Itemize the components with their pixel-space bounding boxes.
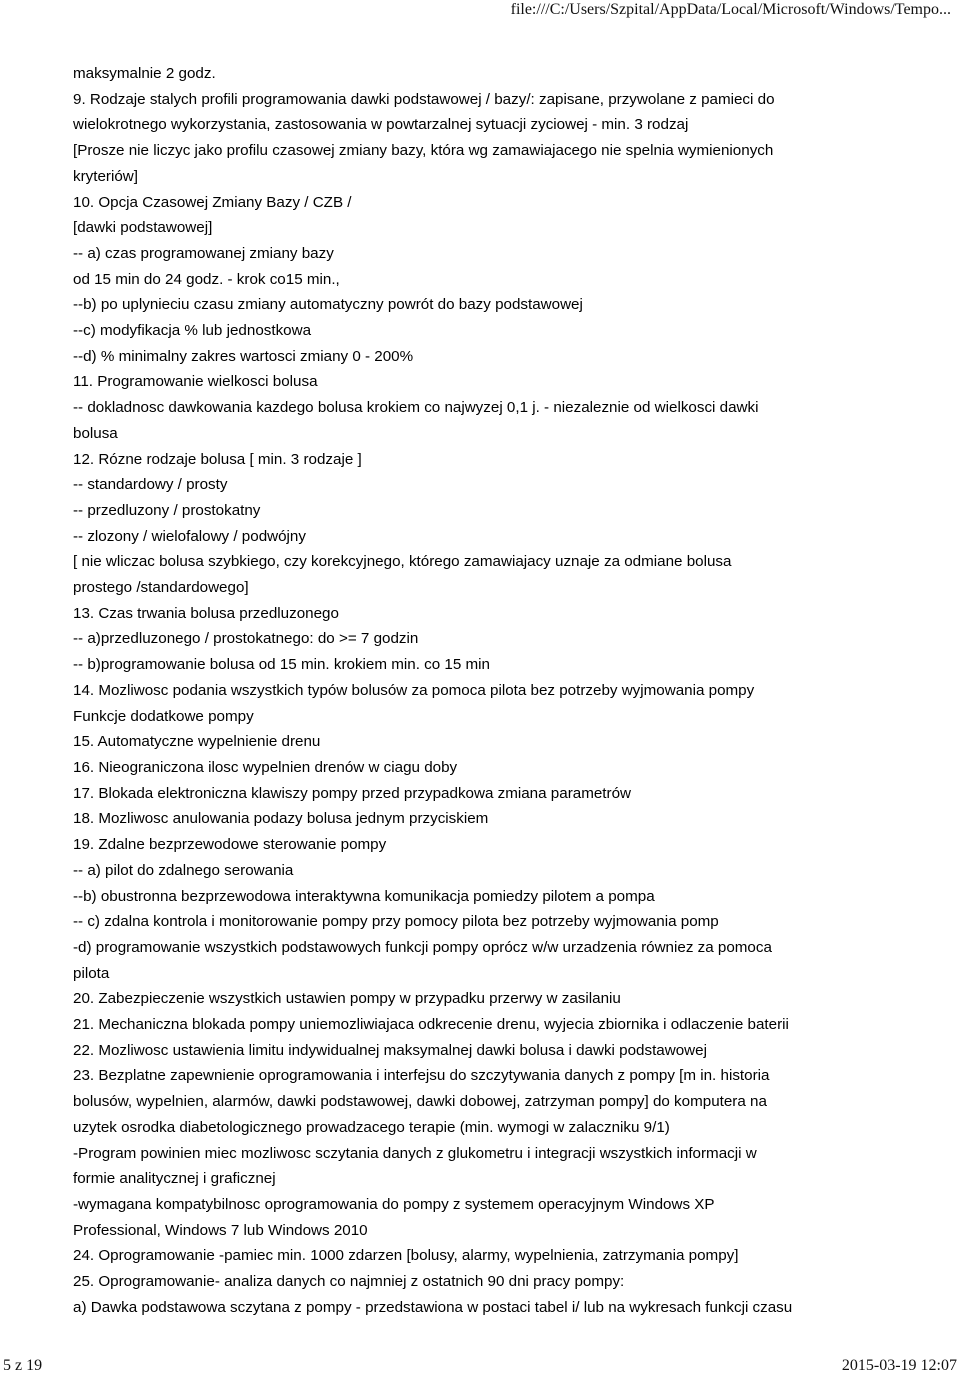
text-line: --b) po uplynieciu czasu zmiany automatyczny powrót do bazy podstawowej [73,296,583,314]
text-line: [dawki podstawowej] [73,219,213,237]
text-line: -- standardowy / prosty [73,476,228,494]
text-line: od 15 min do 24 godz. - krok co15 min., [73,270,340,288]
text-line: 19. Zdalne bezprzewodowe sterowanie pompy [73,836,387,854]
text-line: -wymagana kompatybilnosc oprogramowania do pompy z systemem operacyjnym Windows XP [73,1195,715,1213]
text-line: 18. Mozliwosc anulowania podazy bolusa jednym przyciskiem [73,810,489,828]
text-line: -- a) czas programowanej zmiany bazy [73,244,334,262]
text-line: [ nie wliczac bolusa szybkiego, czy korekcyjnego, którego zamawiajacy uznaje za odmiane bolusa [73,553,732,571]
text-line: wielokrotnego wykorzystania, zastosowania w powtarzalnej sytuacji zyciowej - min. 3 rodzaj [73,116,689,134]
print-datetime: 2015-03-19 12:07 [841,1357,957,1374]
text-line: --b) obustronna bezprzewodowa interaktywna komunikacja pomiedzy pilotem a pompa [73,887,655,905]
text-line: 20. Zabezpieczenie wszystkich ustawien pompy w przypadku przerwy w zasilaniu [73,990,621,1008]
text-line: bolusa [73,424,118,442]
text-line: 21. Mechaniczna blokada pompy uniemozliwiajaca odkrecenie drenu, wyjecia zbiornika i odlaczenie baterii [73,1016,789,1034]
text-line: -Program powinien miec mozliwosc sczytania danych z glukometru i integracji wszystkich informacji w [73,1144,757,1162]
text-line: bolusów, wypelnien, alarmów, dawki podstawowej, dawki dobowej, zatrzyman pompy] do komputera na [73,1093,767,1111]
text-line: 15. Automatyczne wypelnienie drenu [73,733,321,751]
document-body [73,61,893,1320]
print-header-url: file:///C:/Users/Szpital/AppData/Local/Microsoft/Windows/Tempo... [510,1,951,18]
text-line: -- c) zdalna kontrola i monitorowanie pompy przy pomocy pilota bez potrzeby wyjmowania pomp [73,913,719,931]
text-line: -- przedluzony / prostokatny [73,501,261,519]
text-line: 9. Rodzaje stalych profili programowania dawki podstawowej / bazy/: zapisane, przywolane z pamieci do [73,90,775,108]
text-line: 16. Nieograniczona ilosc wypelnien drenów w ciagu doby [73,758,458,776]
text-line: pilota [73,964,110,982]
text-line: -- zlozony / wielofalowy / podwójny [73,527,306,545]
text-line: 13. Czas trwania bolusa przedluzonego [73,604,339,622]
text-line: 22. Mozliwosc ustawienia limitu indywidualnej maksymalnej dawki bolusa i dawki podstawowej [73,1041,707,1059]
text-line: Funkcje dodatkowe pompy [73,707,254,725]
text-line: kryteriów] [73,167,138,185]
page-number: 5 z 19 [3,1357,43,1374]
text-line: --c) modyfikacja % lub jednostkowa [73,322,312,340]
text-line: 24. Oprogramowanie -pamiec min. 1000 zdarzen [bolusy, alarmy, wypelnienia, zatrzymania pompy] [73,1247,739,1265]
text-line: -- a) pilot do zdalnego serowania [73,861,294,879]
text-line: [Prosze nie liczyc jako profilu czasowej zmiany bazy, która wg zamawiajacego nie spelnia wymienionych [73,142,774,160]
text-line: -- a)przedluzonego / prostokatnego: do >= 7 godzin [73,630,419,648]
text-line: prostego /standardowego] [73,579,249,597]
text-line: -- dokladnosc dawkowania kazdego bolusa krokiem co najwyzej 0,1 j. - niezaleznie od wielkosci dawki [73,399,759,417]
text-line: -d) programowanie wszystkich podstawowych funkcji pompy oprócz w/w urzadzenia równiez za pomoca [73,938,772,956]
text-line: 11. Programowanie wielkosci bolusa [73,373,318,391]
text-line: 23. Bezplatne zapewnienie oprogramowania i interfejsu do szczytywania danych z pompy [m in. historia [73,1067,770,1085]
text-line: 10. Opcja Czasowej Zmiany Bazy / CZB / [73,193,352,211]
text-line: 14. Mozliwosc podania wszystkich typów bolusów za pomoca pilota bez potrzeby wyjmowania pompy [73,681,755,699]
text-line: --d) % minimalny zakres wartosci zmiany 0 - 200% [73,347,414,365]
text-line: 12. Rózne rodzaje bolusa [ min. 3 rodzaje ] [73,450,362,468]
text-line: a) Dawka podstawowa sczytana z pompy - przedstawiona w postaci tabel i/ lub na wykresach funkcji czasu [73,1298,793,1316]
text-line: 25. Oprogramowanie- analiza danych co najmniej z ostatnich 90 dni pracy pompy: [73,1273,625,1291]
text-line: uzytek osrodka diabetologicznego prowadzacego terapie (min. wymogi w zalaczniku 9/1) [73,1118,670,1136]
text-line: formie analitycznej i graficznej [73,1170,276,1188]
text-line: 17. Blokada elektroniczna klawiszy pompy przed przypadkowa zmiana parametrów [73,784,631,802]
text-line: -- b)programowanie bolusa od 15 min. krokiem min. co 15 min [73,656,490,674]
text-line: maksymalnie 2 godz. [73,65,216,82]
text-line: Professional, Windows 7 lub Windows 2010 [73,1221,368,1239]
